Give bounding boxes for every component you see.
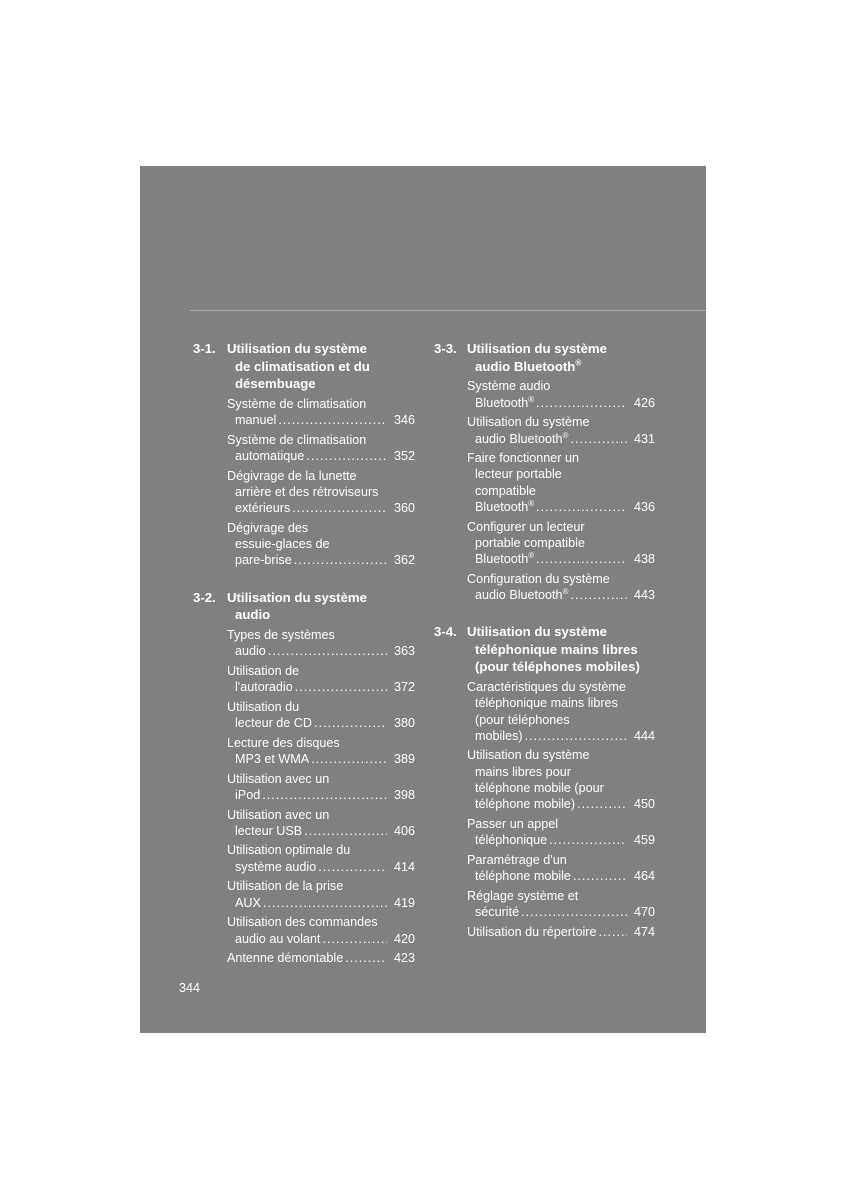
toc-entry-text: pare-brise bbox=[235, 553, 292, 568]
section-heading bbox=[193, 340, 415, 393]
dot-leader bbox=[570, 587, 627, 603]
toc-entry-page: 398 bbox=[393, 787, 415, 802]
toc-entry-line bbox=[467, 796, 655, 812]
toc-entry bbox=[467, 519, 655, 568]
toc-entry-line: Système de climatisation bbox=[227, 433, 367, 448]
section-title-line: Utilisation du système bbox=[467, 341, 607, 356]
entry-list bbox=[193, 396, 415, 569]
section-title-line: désembuage bbox=[235, 376, 316, 392]
toc-entry bbox=[227, 396, 415, 428]
toc-entry bbox=[467, 816, 655, 848]
toc-entry-line: Utilisation avec un bbox=[227, 807, 330, 822]
toc-entry-line bbox=[227, 679, 415, 695]
toc-entry-line: Système audio bbox=[467, 379, 551, 394]
toc-entry-text: manuel bbox=[235, 413, 277, 428]
toc-entry-text: Bluetooth® bbox=[475, 498, 535, 514]
toc-entry-page: 380 bbox=[393, 716, 415, 731]
section-number: 3-2. bbox=[193, 589, 216, 605]
toc-entry-line bbox=[227, 715, 415, 731]
dot-leader bbox=[304, 823, 387, 839]
toc-entry bbox=[467, 679, 655, 744]
dot-leader bbox=[314, 715, 387, 731]
dot-leader bbox=[322, 931, 387, 947]
toc-entry-line: Utilisation du système bbox=[467, 415, 590, 430]
toc-entry bbox=[227, 735, 415, 767]
toc-entry-text: MP3 et WMA bbox=[235, 751, 310, 766]
dot-leader bbox=[262, 787, 387, 803]
toc-entry-page: 363 bbox=[393, 644, 415, 659]
page-number: 344 bbox=[179, 981, 201, 995]
toc-entry-line: Types de systèmes bbox=[227, 628, 335, 643]
dot-leader bbox=[521, 904, 627, 920]
toc-entry-line: Passer un appel bbox=[467, 816, 559, 831]
toc-entry-text: mobiles) bbox=[475, 728, 523, 743]
toc-entry-line: téléphone mobile (pour bbox=[475, 780, 604, 795]
toc-entry-line: Configurer un lecteur bbox=[467, 519, 585, 534]
toc-entry-line bbox=[467, 832, 655, 848]
section-title bbox=[467, 623, 655, 676]
registered-mark: ® bbox=[528, 394, 535, 404]
toc-entry-line bbox=[227, 950, 415, 966]
section-number: 3-3. bbox=[434, 341, 457, 356]
toc-entry bbox=[227, 842, 415, 874]
toc-entry-line bbox=[227, 500, 415, 516]
dot-leader bbox=[345, 950, 387, 966]
toc-entry-page: 389 bbox=[393, 751, 415, 766]
dot-leader bbox=[311, 751, 387, 767]
toc-entry-text: Bluetooth® bbox=[475, 394, 535, 410]
section-title bbox=[467, 340, 655, 375]
toc-entry-line bbox=[467, 395, 655, 411]
toc-entry-text: automatique bbox=[235, 449, 305, 464]
toc-entry bbox=[467, 852, 655, 884]
toc-entry-line: Dégivrage de la lunette bbox=[227, 468, 357, 483]
toc-entry-text: audio au volant bbox=[235, 931, 321, 946]
toc-entry-text: sécurité bbox=[475, 904, 520, 919]
section-title-line: téléphonique mains libres bbox=[475, 641, 638, 657]
toc-entry-page: 438 bbox=[633, 551, 655, 566]
dot-leader bbox=[294, 552, 387, 568]
toc-entry-text: téléphonique bbox=[475, 832, 548, 847]
toc-section bbox=[193, 340, 415, 569]
toc-entry bbox=[467, 924, 655, 940]
toc-entry bbox=[227, 520, 415, 569]
toc-entry bbox=[227, 771, 415, 803]
toc-entry-line: Système de climatisation bbox=[227, 397, 367, 412]
toc-entry-page: 372 bbox=[393, 680, 415, 695]
toc-entry-page: 474 bbox=[633, 924, 655, 939]
toc-entry-line: Configuration du système bbox=[467, 571, 610, 586]
toc-entry bbox=[227, 807, 415, 839]
registered-mark: ® bbox=[528, 498, 535, 508]
toc-entry-page: 464 bbox=[633, 868, 655, 883]
dot-leader bbox=[318, 859, 387, 875]
dot-leader bbox=[549, 832, 627, 848]
toc-entry-page: 414 bbox=[393, 859, 415, 874]
toc-entry-line bbox=[227, 859, 415, 875]
toc-entry-line: Utilisation du bbox=[227, 699, 300, 714]
toc-entry-page: 352 bbox=[393, 449, 415, 464]
section-title-line: audio Bluetooth® bbox=[475, 358, 582, 374]
toc-entry bbox=[227, 950, 415, 966]
toc-column-left bbox=[193, 340, 415, 986]
dot-leader bbox=[525, 728, 627, 744]
toc-entry-line: Lecture des disques bbox=[227, 735, 340, 750]
toc-entry-text: audio bbox=[235, 644, 266, 659]
toc-entry-line bbox=[467, 499, 655, 515]
toc-entry-line bbox=[467, 728, 655, 744]
toc-entry-text: audio Bluetooth® bbox=[475, 430, 569, 446]
section-number: 3-1. bbox=[193, 341, 216, 356]
toc-entry bbox=[227, 627, 415, 659]
toc-entry-line bbox=[227, 895, 415, 911]
section-heading bbox=[434, 340, 655, 375]
toc-entry-line: mains libres pour bbox=[475, 764, 571, 779]
toc-entry-line: Utilisation du système bbox=[467, 748, 590, 763]
toc-entry bbox=[467, 378, 655, 410]
toc-entry bbox=[227, 878, 415, 910]
toc-entry-line: compatible bbox=[475, 483, 536, 498]
toc-entry-text: Bluetooth® bbox=[475, 550, 535, 566]
section-number: 3-4. bbox=[434, 624, 457, 640]
toc-entry-line bbox=[227, 552, 415, 568]
toc-entry-text: système audio bbox=[235, 859, 317, 874]
section-title-line: Utilisation du système bbox=[227, 341, 367, 356]
toc-entry-page: 346 bbox=[393, 413, 415, 428]
toc-entry-line: Faire fonctionner un bbox=[467, 451, 580, 466]
entry-list bbox=[193, 627, 415, 966]
toc-entry bbox=[467, 450, 655, 515]
toc-entry bbox=[227, 663, 415, 695]
toc-entry-text: Antenne démontable bbox=[227, 951, 344, 966]
toc-entry-line bbox=[227, 823, 415, 839]
toc-entry-line bbox=[227, 412, 415, 428]
toc-entry-line: lecteur portable bbox=[475, 467, 562, 482]
toc-entry-line: arrière et des rétroviseurs bbox=[235, 485, 379, 500]
toc-entry-line bbox=[467, 868, 655, 884]
toc-entry-line bbox=[227, 643, 415, 659]
toc-entry-page: 360 bbox=[393, 501, 415, 516]
entry-list bbox=[434, 679, 655, 940]
divider-line bbox=[190, 310, 706, 311]
entry-list bbox=[434, 378, 655, 603]
dot-leader bbox=[536, 395, 627, 411]
toc-entry-text: lecteur USB bbox=[235, 823, 303, 838]
toc-entry-text: AUX bbox=[235, 895, 261, 910]
dot-leader bbox=[278, 412, 387, 428]
toc-entry bbox=[467, 571, 655, 603]
toc-entry-page: 459 bbox=[633, 832, 655, 847]
toc-entry-line bbox=[467, 551, 655, 567]
toc-entry bbox=[467, 747, 655, 812]
toc-entry-line bbox=[467, 924, 655, 940]
toc-entry-text: extérieurs bbox=[235, 501, 291, 516]
toc-entry-line: Dégivrage des bbox=[227, 521, 309, 536]
toc-entry-page: 423 bbox=[393, 951, 415, 966]
toc-section bbox=[434, 340, 655, 603]
toc-entry bbox=[227, 468, 415, 517]
toc-entry-line: Utilisation de la prise bbox=[227, 879, 344, 894]
toc-entry-page: 470 bbox=[633, 904, 655, 919]
dot-leader bbox=[536, 499, 627, 515]
toc-entry-line: Utilisation avec un bbox=[227, 771, 330, 786]
toc-entry-page: 444 bbox=[633, 728, 655, 743]
toc-entry bbox=[227, 432, 415, 464]
toc-column-right bbox=[434, 340, 655, 960]
toc-entry-page: 419 bbox=[393, 895, 415, 910]
toc-entry-page: 431 bbox=[633, 431, 655, 446]
toc-entry-line bbox=[227, 751, 415, 767]
toc-entry-line: Paramétrage d'un bbox=[467, 852, 567, 867]
toc-entry-line: Caractéristiques du système bbox=[467, 680, 626, 695]
toc-entry-line: téléphonique mains libres bbox=[475, 696, 618, 711]
dot-leader bbox=[292, 500, 387, 516]
section-title-line: Utilisation du système bbox=[227, 589, 367, 605]
toc-entry-text: audio Bluetooth® bbox=[475, 586, 569, 602]
dot-leader bbox=[268, 643, 387, 659]
toc-entry-text: iPod bbox=[235, 787, 261, 802]
toc-entry bbox=[467, 888, 655, 920]
toc-entry-line bbox=[467, 904, 655, 920]
toc-entry bbox=[227, 699, 415, 731]
section-title-line: de climatisation et du bbox=[235, 358, 370, 374]
toc-entry-text: Utilisation du répertoire bbox=[467, 924, 597, 939]
section-heading bbox=[434, 623, 655, 676]
toc-entry-line: portable compatible bbox=[475, 535, 585, 550]
toc-entry-line bbox=[467, 587, 655, 603]
toc-section bbox=[434, 623, 655, 940]
section-title bbox=[227, 589, 415, 624]
toc-entry-text: téléphone mobile bbox=[475, 868, 571, 883]
dot-leader bbox=[573, 868, 627, 884]
toc-entry-line bbox=[227, 448, 415, 464]
toc-entry-line: Utilisation des commandes bbox=[227, 915, 378, 930]
toc-entry-line bbox=[227, 787, 415, 803]
registered-mark: ® bbox=[575, 358, 582, 368]
toc-entry-text: téléphone mobile) bbox=[475, 797, 576, 812]
dot-leader bbox=[570, 431, 627, 447]
toc-entry bbox=[227, 914, 415, 946]
toc-entry-line: (pour téléphones bbox=[475, 712, 570, 727]
toc-entry-page: 406 bbox=[393, 823, 415, 838]
toc-entry-line: Utilisation optimale du bbox=[227, 843, 351, 858]
registered-mark: ® bbox=[562, 430, 569, 440]
dot-leader bbox=[577, 796, 627, 812]
toc-entry-page: 450 bbox=[633, 797, 655, 812]
dot-leader bbox=[599, 924, 628, 940]
toc-entry-text: l'autoradio bbox=[235, 680, 293, 695]
toc-entry-line: Utilisation de bbox=[227, 663, 300, 678]
toc-entry-line bbox=[227, 931, 415, 947]
toc-entry-page: 420 bbox=[393, 931, 415, 946]
toc-entry-page: 362 bbox=[393, 553, 415, 568]
toc-entry-page: 436 bbox=[633, 499, 655, 514]
dot-leader bbox=[306, 448, 387, 464]
toc-entry-page: 443 bbox=[633, 587, 655, 602]
toc-section bbox=[193, 589, 415, 967]
toc-entry-line bbox=[467, 431, 655, 447]
toc-entry-text: lecteur de CD bbox=[235, 716, 312, 731]
toc-entry-line: Réglage système et bbox=[467, 888, 579, 903]
toc-entry-page: 426 bbox=[633, 395, 655, 410]
dot-leader bbox=[536, 551, 627, 567]
section-title bbox=[227, 340, 415, 393]
registered-mark: ® bbox=[562, 586, 569, 596]
toc-entry-line: essuie-glaces de bbox=[235, 537, 330, 552]
section-title-line: (pour téléphones mobiles) bbox=[475, 659, 640, 675]
toc-entry bbox=[467, 414, 655, 446]
dot-leader bbox=[263, 895, 387, 911]
section-heading bbox=[193, 589, 415, 624]
dot-leader bbox=[295, 679, 387, 695]
registered-mark: ® bbox=[528, 550, 535, 560]
section-title-line: Utilisation du système bbox=[467, 624, 607, 640]
section-title-line: audio bbox=[235, 607, 271, 623]
